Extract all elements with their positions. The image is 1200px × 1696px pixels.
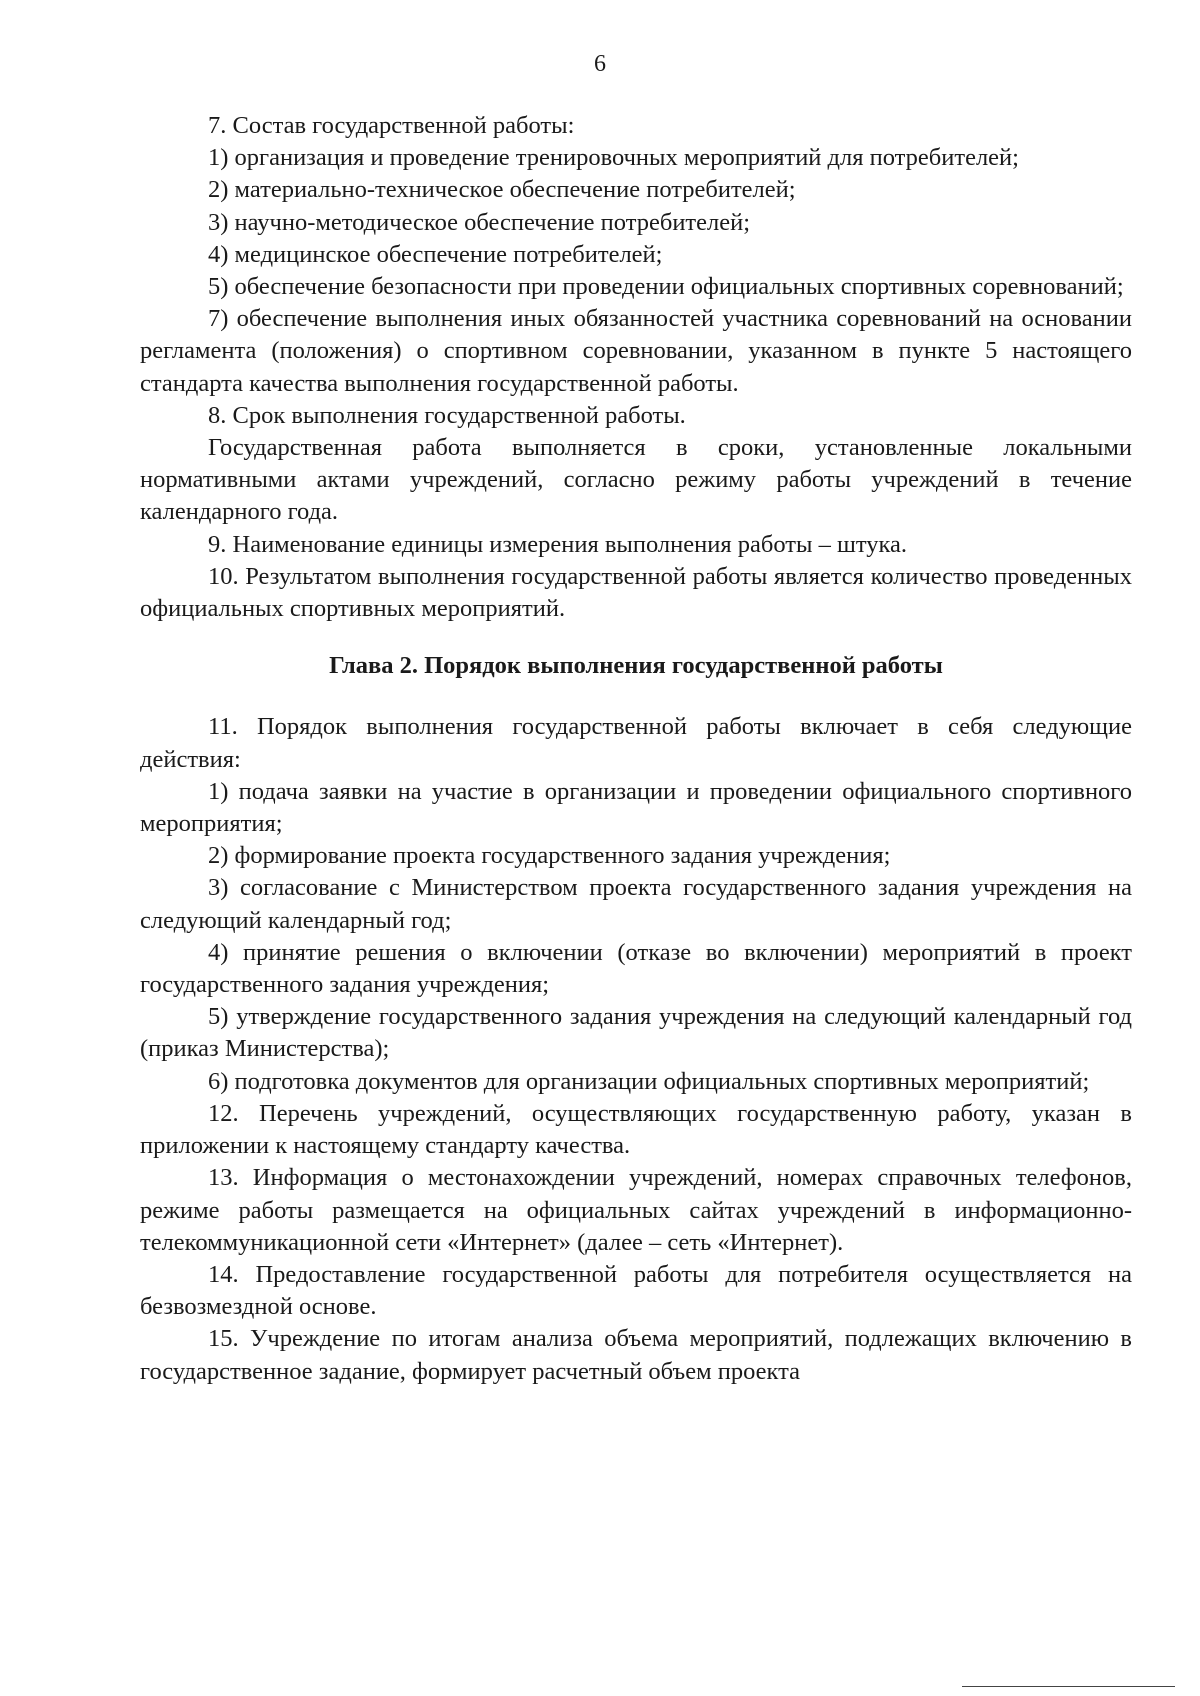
paragraph-location-info: 13. Информация о местонахождении учреждений, номерах справочных телефонов, режиме работы размещается на официальных сайтах учреждений в информационно-телекоммуникационной сети «Интернет» (далее – сеть «Интернет). bbox=[140, 1164, 1132, 1256]
paragraph-free-of-charge: 14. Предоставление государственной работы для потребителя осуществляется на безвозмездной основе. bbox=[140, 1260, 1132, 1321]
paragraph-composition-heading: 7. Состав государственной работы: bbox=[208, 112, 575, 139]
footer-rule bbox=[962, 1686, 1175, 1687]
list-item-safety: 5) обеспечение безопасности при проведении официальных спортивных соревнований; bbox=[208, 273, 1124, 301]
list-item-task-approval: 5) утверждение государственного задания учреждения на следующий календарный год (приказ Министерства); bbox=[140, 1003, 1132, 1063]
paragraph-result: 10. Результатом выполнения государственной работы является количество проведенных официальных спортивных мероприятий. bbox=[140, 562, 1132, 623]
paragraph-procedure: 11. Порядок выполнения государственной работы включает в себя следующие действия: bbox=[140, 713, 1132, 773]
list-item-scientific-support: 3) научно-методическое обеспечение потребителей; bbox=[208, 208, 751, 236]
list-item-medical-support: 4) медицинское обеспечение потребителей; bbox=[208, 240, 663, 268]
paragraph-volume-analysis: 15. Учреждение по итогам анализа объема мероприятий, подлежащих включению в государственное задание, формирует расчетный объем проекта bbox=[140, 1325, 1132, 1385]
list-item-inclusion-decision: 4) принятие решения о включении (отказе во включении) мероприятий в проект государственного задания учреждения; bbox=[140, 938, 1132, 999]
list-item-application: 1) подача заявки на участие в организации и проведении официального спортивного мероприятия; bbox=[140, 777, 1132, 838]
paragraph-unit-of-measure: 9. Наименование единицы измерения выполнения работы – штука. bbox=[208, 530, 907, 558]
list-item-other-duties: 7) обеспечение выполнения иных обязанностей участника соревнований на основании регламента (положения) о спортивном соревновании, указанном в пункте 5 настоящего стандарта качества выполнения государственной работы. bbox=[140, 305, 1132, 397]
document-body bbox=[140, 110, 1132, 1388]
list-item-documents: 6) подготовка документов для организации официальных спортивных мероприятий; bbox=[208, 1067, 1090, 1095]
paragraph-institutions-list: 12. Перечень учреждений, осуществляющих государственную работу, указан в приложении к настоящему стандарту качества. bbox=[140, 1099, 1132, 1160]
page-number: 6 bbox=[594, 51, 606, 77]
list-item-draft-task: 2) формирование проекта государственного задания учреждения; bbox=[208, 842, 891, 870]
list-item-approval-ministry: 3) согласование с Министерством проекта государственного задания учреждения на следующий календарный год; bbox=[140, 874, 1132, 934]
paragraph-deadline-text: Государственная работа выполняется в сроки, установленные локальными нормативными актами учреждений, согласно режиму работы учреждений в течение календарного года. bbox=[140, 434, 1132, 526]
list-item-training-events: 1) организация и проведение тренировочных мероприятий для потребителей; bbox=[208, 144, 1019, 172]
list-item-material-support: 2) материально-техническое обеспечение потребителей; bbox=[208, 176, 796, 204]
paragraph-deadline-heading: 8. Срок выполнения государственной работы. bbox=[208, 401, 686, 429]
chapter-heading: Глава 2. Порядок выполнения государственной работы bbox=[329, 652, 943, 680]
